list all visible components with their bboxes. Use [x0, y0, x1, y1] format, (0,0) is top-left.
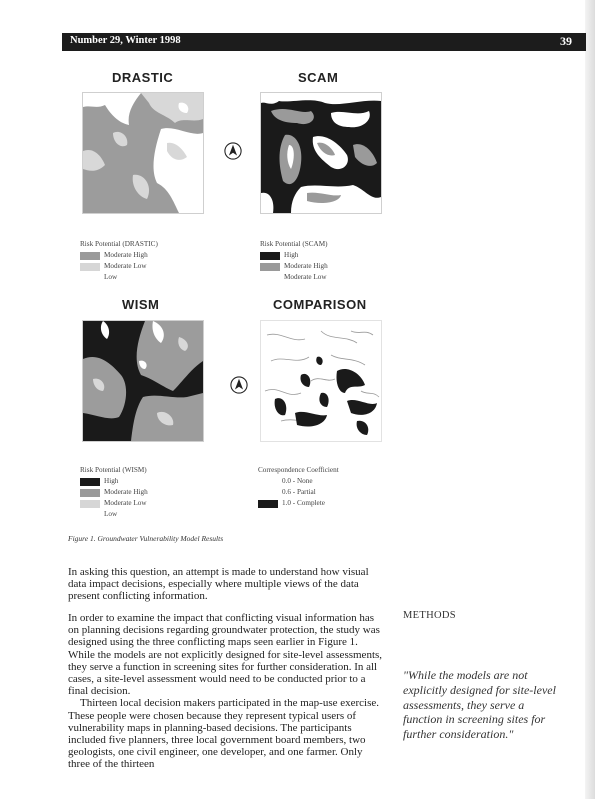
legend-item — [260, 261, 328, 272]
north-arrow-icon — [230, 376, 248, 394]
legend-item — [80, 272, 158, 283]
legend-label: Moderate Low — [104, 499, 147, 507]
paragraph-1: In order to examine the impact that conflicting visual information has on planning decisions regarding groundwater protection, the study was designed using the three conflicting maps seen earlier in Figure 1. While the models are not explicitly designed for site-level assessments, they serve a function in screening sites for further consideration. In all cases, a site-level assessment would need to be conducted prior to a final decision. — [68, 612, 383, 698]
map-title-scam: SCAM — [298, 70, 339, 85]
pull-quote: "While the models are not explicitly designed for site-level assessments, they serve a function in screening sites for further consideration." — [403, 668, 556, 742]
legend-label: Moderate Low — [284, 273, 327, 281]
legend-item — [80, 498, 148, 509]
legend-swatch — [258, 489, 278, 497]
legend-item — [260, 272, 328, 283]
legend-swatch — [80, 500, 100, 508]
map-comparison — [260, 320, 382, 442]
running-header — [62, 33, 586, 51]
map-scam — [260, 92, 382, 214]
legend-wism — [80, 465, 148, 520]
paragraph-2: Thirteen local decision makers participated in the map-use exercise. These people were chosen because they represent typical users of vulnerability maps in planning-based decisions. The participants included five planners, three local government board members, two geologists, one civil engineer, one developer, and one farmer. Only three of the thirteen — [68, 697, 380, 771]
legend-swatch — [260, 263, 280, 271]
intro-text: In asking this question, an attempt is made to understand how visual data impact decisions, especially where multiple views of the data present conflicting information. — [68, 566, 369, 603]
north-arrow-icon — [224, 142, 242, 160]
figure-caption: Figure 1. Groundwater Vulnerability Model Results — [68, 534, 224, 543]
page-number: 39 — [560, 34, 572, 48]
legend-label: High — [284, 251, 299, 259]
map-title-comparison: COMPARISON — [273, 297, 367, 312]
legend-label: Moderate High — [104, 251, 148, 259]
legend-swatch — [258, 500, 278, 508]
map-wism — [82, 320, 204, 442]
legend-title: Risk Potential (SCAM) — [260, 240, 328, 248]
legend-item — [80, 261, 158, 272]
legend-label: 0.6 - Partial — [282, 488, 316, 496]
legend-title: Risk Potential (DRASTIC) — [80, 240, 158, 248]
legend-label: Moderate Low — [104, 262, 147, 270]
legend-item — [80, 476, 148, 487]
legend-label: Moderate High — [104, 488, 148, 496]
legend-label: Low — [104, 273, 118, 281]
legend-comparison — [258, 465, 339, 509]
legend-title: Correspondence Coefficient — [258, 466, 339, 474]
map-title-drastic: DRASTIC — [112, 70, 174, 85]
legend-item — [258, 498, 339, 509]
legend-item — [80, 487, 148, 498]
map-title-wism: WISM — [122, 297, 160, 312]
legend-item — [258, 487, 339, 498]
legend-item — [80, 250, 158, 261]
legend-swatch — [260, 252, 280, 260]
legend-swatch — [80, 274, 100, 282]
legend-swatch — [80, 252, 100, 260]
legend-label: 0.0 - None — [282, 477, 313, 485]
legend-swatch — [80, 511, 100, 519]
legend-scam — [260, 239, 328, 283]
legend-swatch — [80, 478, 100, 486]
legend-label: Low — [104, 510, 118, 518]
legend-title: Risk Potential (WISM) — [80, 466, 147, 474]
section-label-methods: METHODS — [403, 610, 456, 621]
legend-swatch — [260, 274, 280, 282]
methods-body — [68, 612, 386, 771]
legend-item — [260, 250, 328, 261]
legend-label: 1.0 - Complete — [282, 499, 325, 507]
legend-item — [258, 476, 339, 487]
issue-label: Number 29, Winter 1998 — [70, 35, 181, 46]
legend-label: High — [104, 477, 119, 485]
legend-label: Moderate High — [284, 262, 328, 270]
map-drastic — [82, 92, 204, 214]
intro-paragraph — [68, 566, 386, 603]
legend-item — [80, 509, 148, 520]
legend-swatch — [80, 489, 100, 497]
legend-drastic — [80, 239, 158, 283]
legend-swatch — [258, 478, 278, 486]
legend-swatch — [80, 263, 100, 271]
page-edge — [585, 0, 595, 799]
